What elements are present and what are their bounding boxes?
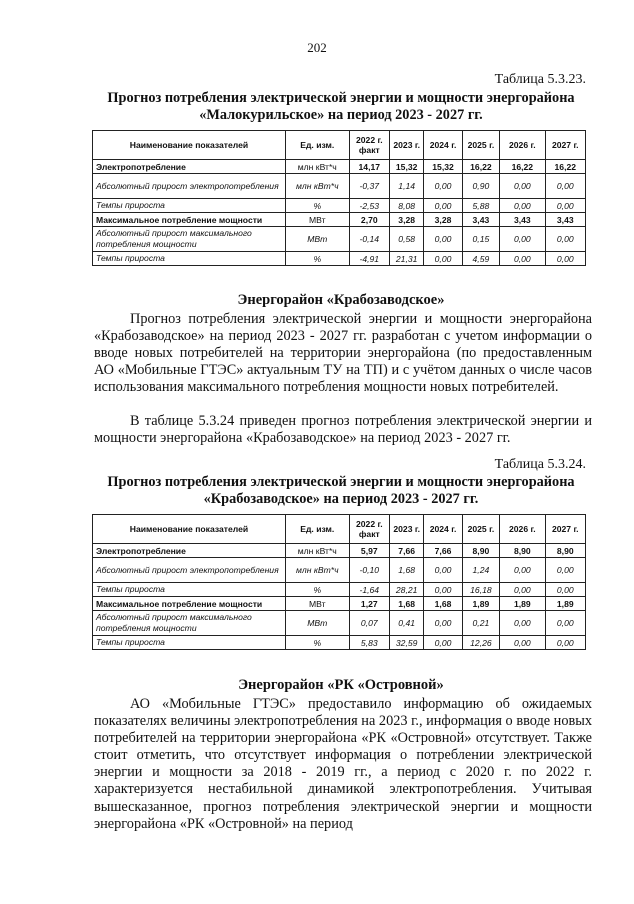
header-2027: 2027 г. [545, 131, 585, 160]
cell-value: 8,90 [462, 544, 499, 558]
row-name: Электропотребление [93, 544, 286, 558]
section-heading: Энергорайон «Крабозаводское» [237, 292, 445, 308]
cell-value: 1,14 [390, 174, 424, 199]
cell-value: 0,00 [424, 558, 462, 583]
header-2022: 2022 г. факт [349, 131, 389, 160]
cell-value: 0,00 [545, 583, 585, 597]
cell-value: 7,66 [424, 544, 462, 558]
table-title: Прогноз потребления электрической энергии и мощности энергорайона «Малокурильское» на период 2023 - 2027 гг. [107, 90, 575, 123]
row-unit: млн кВт*ч [285, 558, 349, 583]
table-row [93, 213, 586, 227]
row-name: Электропотребление [93, 160, 286, 174]
row-unit: млн кВт*ч [285, 544, 349, 558]
cell-value: 1,68 [390, 597, 424, 611]
header-2026: 2026 г. [500, 515, 545, 544]
cell-value: 0,00 [500, 252, 545, 266]
cell-value: 3,28 [390, 213, 424, 227]
table-row [93, 544, 586, 558]
cell-value: 16,22 [500, 160, 545, 174]
header-2023: 2023 г. [390, 515, 424, 544]
cell-value: 0,00 [500, 558, 545, 583]
cell-value: 1,27 [349, 597, 389, 611]
cell-value: 0,00 [500, 611, 545, 636]
cell-value: 0,00 [545, 636, 585, 650]
cell-value: 3,43 [545, 213, 585, 227]
table-header-row [93, 515, 586, 544]
header-2026: 2026 г. [500, 131, 545, 160]
header-indicator: Наименование показателей [93, 131, 286, 160]
cell-value: 1,89 [500, 597, 545, 611]
row-name: Темпы прироста [93, 252, 286, 266]
cell-value: -0,10 [349, 558, 389, 583]
cell-value: 0,07 [349, 611, 389, 636]
table-row [93, 174, 586, 199]
header-2022: 2022 г. факт [349, 515, 389, 544]
row-name: Темпы прироста [93, 583, 286, 597]
cell-value: 0,00 [424, 252, 462, 266]
row-name: Темпы прироста [93, 199, 286, 213]
table-row [93, 597, 586, 611]
row-unit: МВт [285, 213, 349, 227]
cell-value: 0,90 [462, 174, 499, 199]
table-caption: Таблица 5.3.24. [494, 457, 586, 472]
row-unit: млн кВт*ч [285, 174, 349, 199]
table-row [93, 199, 586, 213]
row-name: Максимальное потребление мощности [93, 597, 286, 611]
cell-value: 0,41 [390, 611, 424, 636]
header-unit: Ед. изм. [285, 131, 349, 160]
table-title: Прогноз потребления электрической энергии и мощности энергорайона «Крабозаводское» на период 2023 - 2027 гг. [107, 474, 575, 507]
cell-value: 14,17 [349, 160, 389, 174]
cell-value: 0,00 [545, 611, 585, 636]
row-unit: МВт [285, 227, 349, 252]
cell-value: 2,70 [349, 213, 389, 227]
cell-value: 1,89 [545, 597, 585, 611]
cell-value: 28,21 [390, 583, 424, 597]
row-name: Абсолютный прирост максимального потребления мощности [93, 611, 286, 636]
table-row [93, 583, 586, 597]
row-name: Максимальное потребление мощности [93, 213, 286, 227]
table-row [93, 160, 586, 174]
cell-value: 0,00 [545, 174, 585, 199]
row-name: Абсолютный прирост электропотребления [93, 174, 286, 199]
row-unit: МВт [285, 597, 349, 611]
page-number: 202 [307, 40, 327, 55]
header-2025: 2025 г. [462, 131, 499, 160]
row-unit: МВт [285, 611, 349, 636]
cell-value: 8,08 [390, 199, 424, 213]
cell-value: 15,32 [390, 160, 424, 174]
header-2024: 2024 г. [424, 515, 462, 544]
forecast-table-malokurilskoe [92, 130, 586, 266]
cell-value: 5,97 [349, 544, 389, 558]
cell-value: 1,24 [462, 558, 499, 583]
cell-value: 5,88 [462, 199, 499, 213]
cell-value: 0,00 [545, 558, 585, 583]
row-unit: % [285, 199, 349, 213]
row-name: Темпы прироста [93, 636, 286, 650]
table-row [93, 636, 586, 650]
cell-value: 0,00 [545, 199, 585, 213]
paragraph: Прогноз потребления электрической энергии и мощности энергорайона «Крабозаводское» на период 2023 - 2027 гг. разработан с учетом информации о вводе новых потребителей на территории энергорайона (по предоставленным АО «Мобильные ГТЭС» актуальным ТУ на ТП) и с учётом данных о числе часов использования максимального потребления мощности новых потребителей. [94, 311, 592, 396]
paragraph: В таблице 5.3.24 приведен прогноз потребления электрической энергии и мощности энергорайона «Крабозаводское» на период 2023 - 2027 гг. [94, 413, 592, 447]
row-name: Абсолютный прирост электропотребления [93, 558, 286, 583]
section-heading: Энергорайон «РК «Островной» [238, 677, 444, 693]
cell-value: 0,00 [500, 636, 545, 650]
cell-value: 0,00 [424, 174, 462, 199]
cell-value: 16,22 [545, 160, 585, 174]
cell-value: 16,22 [462, 160, 499, 174]
cell-value: 0,00 [424, 611, 462, 636]
cell-value: 15,32 [424, 160, 462, 174]
header-indicator: Наименование показателей [93, 515, 286, 544]
row-unit: % [285, 252, 349, 266]
table-row [93, 558, 586, 583]
cell-value: 0,00 [545, 252, 585, 266]
cell-value: 32,59 [390, 636, 424, 650]
paragraph: АО «Мобильные ГТЭС» предоставило информацию об ожидаемых показателях величины электропотребления на 2023 г., информация о вводе новых потребителей на территории энергорайона «РК «Островной» отсутствует. Также стоит отметить, что отсутствует информация о потреблении электрической энергии и мощности за 2018 - 2019 гг., а период с 2020 г. по 2022 г. характеризуется нестабильной динамикой электропотребления. Учитывая вышесказанное, прогноз потребления электрической энергии и мощности энергорайона «РК «Островной» на период [94, 696, 592, 832]
table-row [93, 252, 586, 266]
cell-value: -1,64 [349, 583, 389, 597]
cell-value: 0,00 [500, 199, 545, 213]
row-unit: % [285, 583, 349, 597]
table-caption: Таблица 5.3.23. [494, 72, 586, 87]
cell-value: 0,58 [390, 227, 424, 252]
cell-value: 0,00 [500, 227, 545, 252]
header-2027: 2027 г. [545, 515, 585, 544]
cell-value: -0,14 [349, 227, 389, 252]
cell-value: 0,00 [500, 174, 545, 199]
cell-value: 7,66 [390, 544, 424, 558]
cell-value: 12,26 [462, 636, 499, 650]
cell-value: 5,83 [349, 636, 389, 650]
cell-value: 21,31 [390, 252, 424, 266]
cell-value: 0,00 [545, 227, 585, 252]
header-2025: 2025 г. [462, 515, 499, 544]
cell-value: 16,18 [462, 583, 499, 597]
row-name: Абсолютный прирост максимального потребления мощности [93, 227, 286, 252]
cell-value: 0,00 [500, 583, 545, 597]
cell-value: 1,68 [424, 597, 462, 611]
row-unit: млн кВт*ч [285, 160, 349, 174]
cell-value: 0,00 [424, 227, 462, 252]
cell-value: 1,68 [390, 558, 424, 583]
cell-value: 4,59 [462, 252, 499, 266]
cell-value: 0,00 [424, 636, 462, 650]
table-header-row [93, 131, 586, 160]
cell-value: 3,43 [462, 213, 499, 227]
cell-value: 0,15 [462, 227, 499, 252]
cell-value: 1,89 [462, 597, 499, 611]
cell-value: 3,43 [500, 213, 545, 227]
header-2024: 2024 г. [424, 131, 462, 160]
table-row [93, 611, 586, 636]
cell-value: 3,28 [424, 213, 462, 227]
cell-value: 0,00 [424, 199, 462, 213]
header-2023: 2023 г. [390, 131, 424, 160]
cell-value: -4,91 [349, 252, 389, 266]
cell-value: 8,90 [500, 544, 545, 558]
cell-value: 0,21 [462, 611, 499, 636]
cell-value: 0,00 [424, 583, 462, 597]
table-row [93, 227, 586, 252]
cell-value: -0,37 [349, 174, 389, 199]
cell-value: 8,90 [545, 544, 585, 558]
cell-value: -2,53 [349, 199, 389, 213]
row-unit: % [285, 636, 349, 650]
forecast-table-krabozavodskoe [92, 514, 586, 650]
header-unit: Ед. изм. [285, 515, 349, 544]
